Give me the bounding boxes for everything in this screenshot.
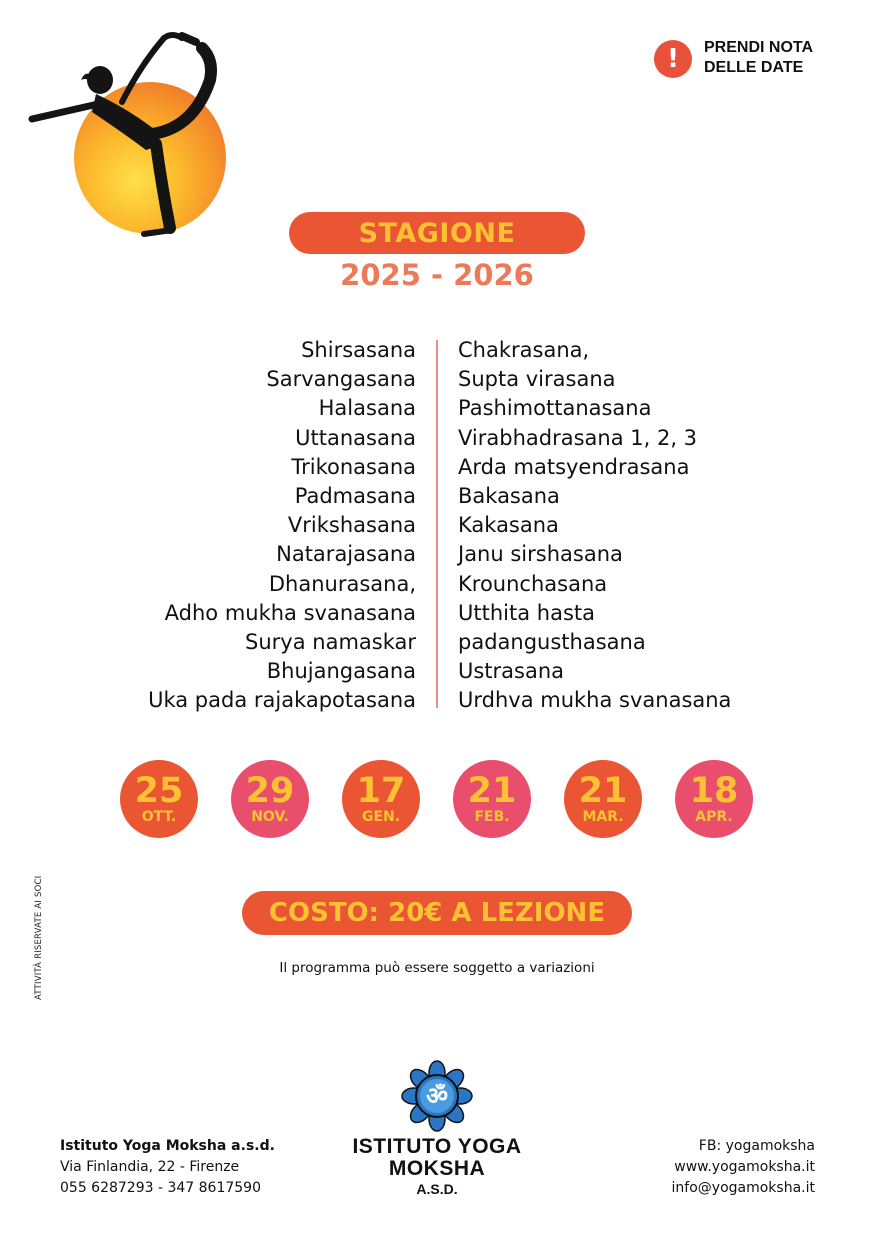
- pose-item: Bhujangasana: [266, 659, 416, 684]
- season-pill: STAGIONE: [289, 212, 585, 254]
- pose-item: Krounchasana: [458, 571, 608, 596]
- pose-item: Urdhva mukha svanasana: [458, 688, 732, 713]
- organization-name: Istituto Yoga Moksha a.s.d.: [60, 1138, 275, 1154]
- pose-item: Dhanurasana,: [268, 571, 416, 596]
- date-day: 21: [467, 771, 517, 811]
- pose-item: Trikonasana: [291, 454, 416, 479]
- pose-item: Adho mukha svanasana: [164, 600, 416, 625]
- note-line-1: PRENDI NOTA: [704, 39, 814, 56]
- phone-numbers: 055 6287293 - 347 8617590: [60, 1180, 261, 1196]
- date-circle: [564, 760, 642, 838]
- date-month: OTT.: [141, 809, 177, 825]
- website-link[interactable]: www.yogamoksha.it: [674, 1159, 815, 1175]
- pose-item: Halasana: [318, 396, 416, 421]
- pose-item: padangusthasana: [458, 630, 646, 655]
- pose-item: Chakrasana,: [458, 338, 590, 362]
- pose-item: Bakasana: [458, 484, 560, 509]
- logo-line-1: ISTITUTO YOGA: [352, 1135, 522, 1158]
- pose-item: Uka pada rajakapotasana: [148, 688, 416, 713]
- svg-text:ॐ: ॐ: [426, 1082, 448, 1110]
- logo-line-2: MOKSHA: [388, 1157, 486, 1180]
- cost-pill: COSTO: 20€ A LEZIONE: [242, 891, 632, 935]
- pose-item: Shirsasana: [301, 338, 416, 362]
- pose-item: Janu sirshasana: [458, 542, 623, 567]
- om-lotus-logo-icon: [401, 1060, 473, 1132]
- yoga-sun-silhouette-icon: [26, 28, 236, 240]
- pose-item: Padmasana: [294, 484, 416, 509]
- address-block: [60, 1136, 275, 1199]
- pose-item: Kakasana: [458, 513, 559, 538]
- pose-item: Natarajasana: [276, 542, 416, 567]
- hero-illustration: [26, 28, 236, 240]
- pose-item: Pashimottanasana: [458, 396, 652, 421]
- pose-item: Surya namaskar: [245, 630, 416, 655]
- date-day: 17: [356, 771, 406, 811]
- logo-line-3: A.S.D.: [416, 1181, 458, 1197]
- date-circle: [342, 760, 420, 838]
- poses-divider: [436, 340, 438, 708]
- logo-lotus-svg: [401, 1060, 473, 1132]
- date-month: APR.: [695, 809, 733, 825]
- date-circle: [453, 760, 531, 838]
- date-circle: [231, 760, 309, 838]
- pose-item: Uttanasana: [295, 425, 416, 450]
- facebook-handle[interactable]: FB: yogamoksha: [698, 1138, 815, 1154]
- pose-item: Supta virasana: [458, 367, 616, 392]
- pose-item: Sarvangasana: [266, 367, 416, 392]
- email-link[interactable]: info@yogamoksha.it: [671, 1180, 815, 1196]
- poses-list-right: [458, 336, 798, 716]
- exclamation-icon: !: [654, 40, 692, 78]
- date-circle: [120, 760, 198, 838]
- note-line-2: DELLE DATE: [704, 59, 804, 76]
- date-month: MAR.: [582, 809, 624, 825]
- pose-item: Virabhadrasana 1, 2, 3: [458, 425, 698, 450]
- note-text: [704, 38, 813, 78]
- contacts-block: [600, 1136, 815, 1199]
- date-day: 18: [689, 771, 739, 811]
- poses-list-left: [100, 336, 416, 716]
- date-month: GEN.: [361, 809, 401, 825]
- date-day: 25: [134, 771, 184, 811]
- pose-item: Utthita hasta: [458, 600, 595, 625]
- date-month: FEB.: [474, 809, 510, 825]
- pose-item: Vrikshasana: [287, 513, 416, 538]
- note-badge: [652, 38, 842, 82]
- season-years: 2025 - 2026: [340, 258, 534, 292]
- logo-wordmark: [327, 1136, 547, 1198]
- date-day: 21: [578, 771, 628, 811]
- disclaimer-text: Il programma può essere soggetto a variazioni: [279, 960, 595, 976]
- date-circle: [675, 760, 753, 838]
- pose-item: Ustrasana: [458, 659, 565, 684]
- side-note: ATTIVITÀ RISERVATE AI SOCI: [34, 875, 44, 1000]
- date-day: 29: [245, 771, 295, 811]
- pose-item: Arda matsyendrasana: [458, 454, 690, 479]
- date-month: NOV.: [251, 809, 289, 825]
- street-address: Via Finlandia, 22 - Firenze: [60, 1159, 240, 1175]
